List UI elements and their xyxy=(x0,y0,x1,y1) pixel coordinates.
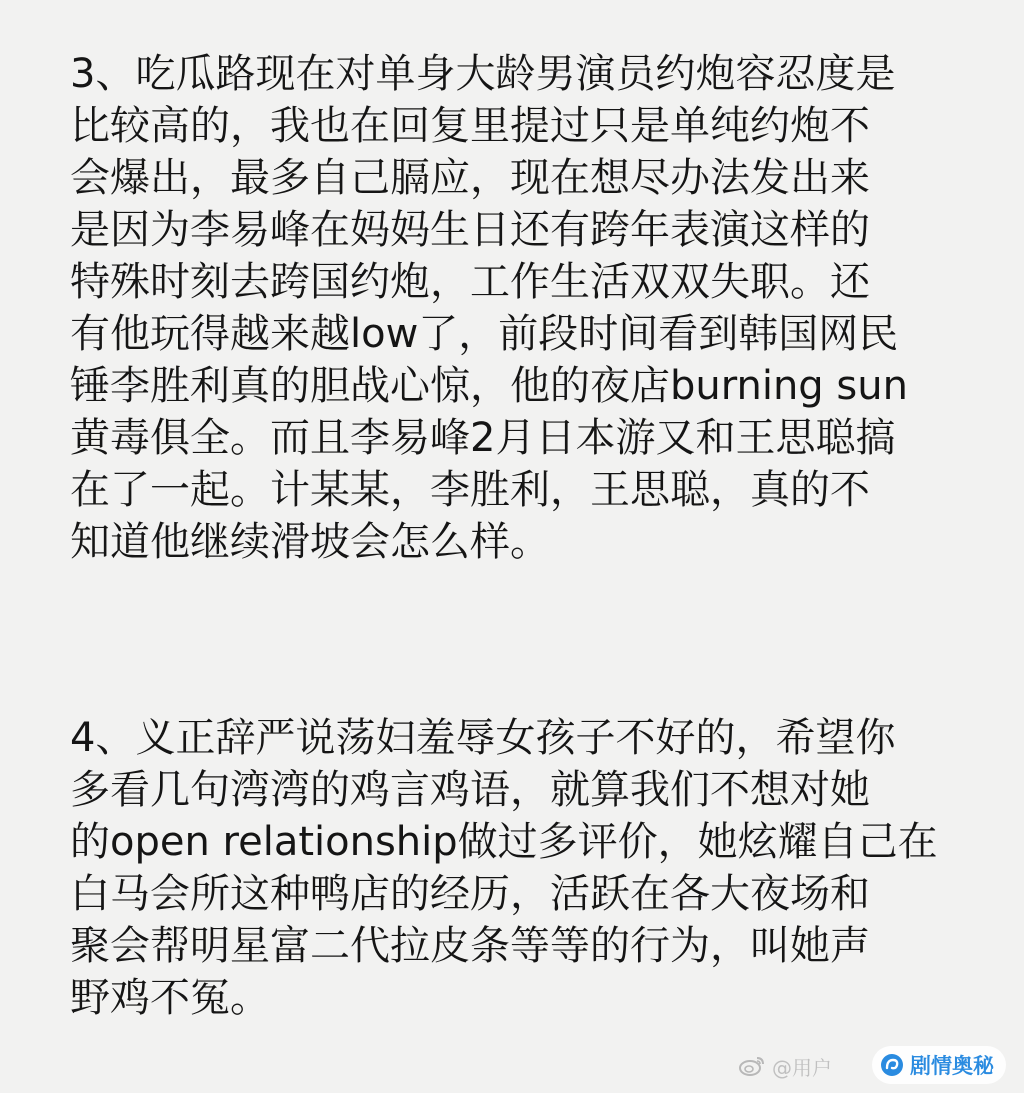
weibo-watermark xyxy=(738,1049,832,1083)
source-badge xyxy=(872,1046,1006,1084)
text-line: 多看几句湾湾的鸡言鸡语，就算我们不想对她 xyxy=(70,767,870,813)
text-line: 在了一起。计某某，李胜利，王思聪，真的不 xyxy=(70,467,870,513)
text-line: 3、吃瓜路现在对单身大龄男演员约炮容忍度是 xyxy=(70,51,896,97)
text-line: 锤李胜利真的胆战心惊，他的夜店burning sun xyxy=(70,363,908,409)
text-line: 4、义正辞严说荡妇羞辱女孩子不好的，希望你 xyxy=(70,715,896,761)
text-line: 聚会帮明星富二代拉皮条等等的行为，叫她声 xyxy=(70,923,870,969)
text-line: 的open relationship做过多评价，她炫耀自己在 xyxy=(70,819,938,865)
paragraph-3 xyxy=(70,48,970,568)
text-line: 知道他继续滑坡会怎么样。 xyxy=(70,519,550,565)
watermark-user: @用户 xyxy=(772,1055,832,1080)
weibo-logo-icon xyxy=(738,1055,766,1077)
text-line: 白马会所这种鸭店的经历，活跃在各大夜场和 xyxy=(70,871,870,917)
text-line: 会爆出，最多自己膈应，现在想尽办法发出来 xyxy=(70,155,870,201)
paragraph-4 xyxy=(70,712,970,1024)
badge-label: 剧情奥秘 xyxy=(910,1054,994,1078)
text-line: 比较高的，我也在回复里提过只是单纯约炮不 xyxy=(70,103,870,149)
swirl-icon xyxy=(880,1053,904,1077)
text-line: 是因为李易峰在妈妈生日还有跨年表演这样的 xyxy=(70,207,870,253)
text-line: 特殊时刻去跨国约炮，工作生活双双失职。还 xyxy=(70,259,870,305)
text-line: 野鸡不冤。 xyxy=(70,975,270,1021)
text-line: 有他玩得越来越low了，前段时间看到韩国网民 xyxy=(70,311,899,357)
text-line: 黄毒俱全。而且李易峰2月日本游又和王思聪搞 xyxy=(70,415,896,461)
